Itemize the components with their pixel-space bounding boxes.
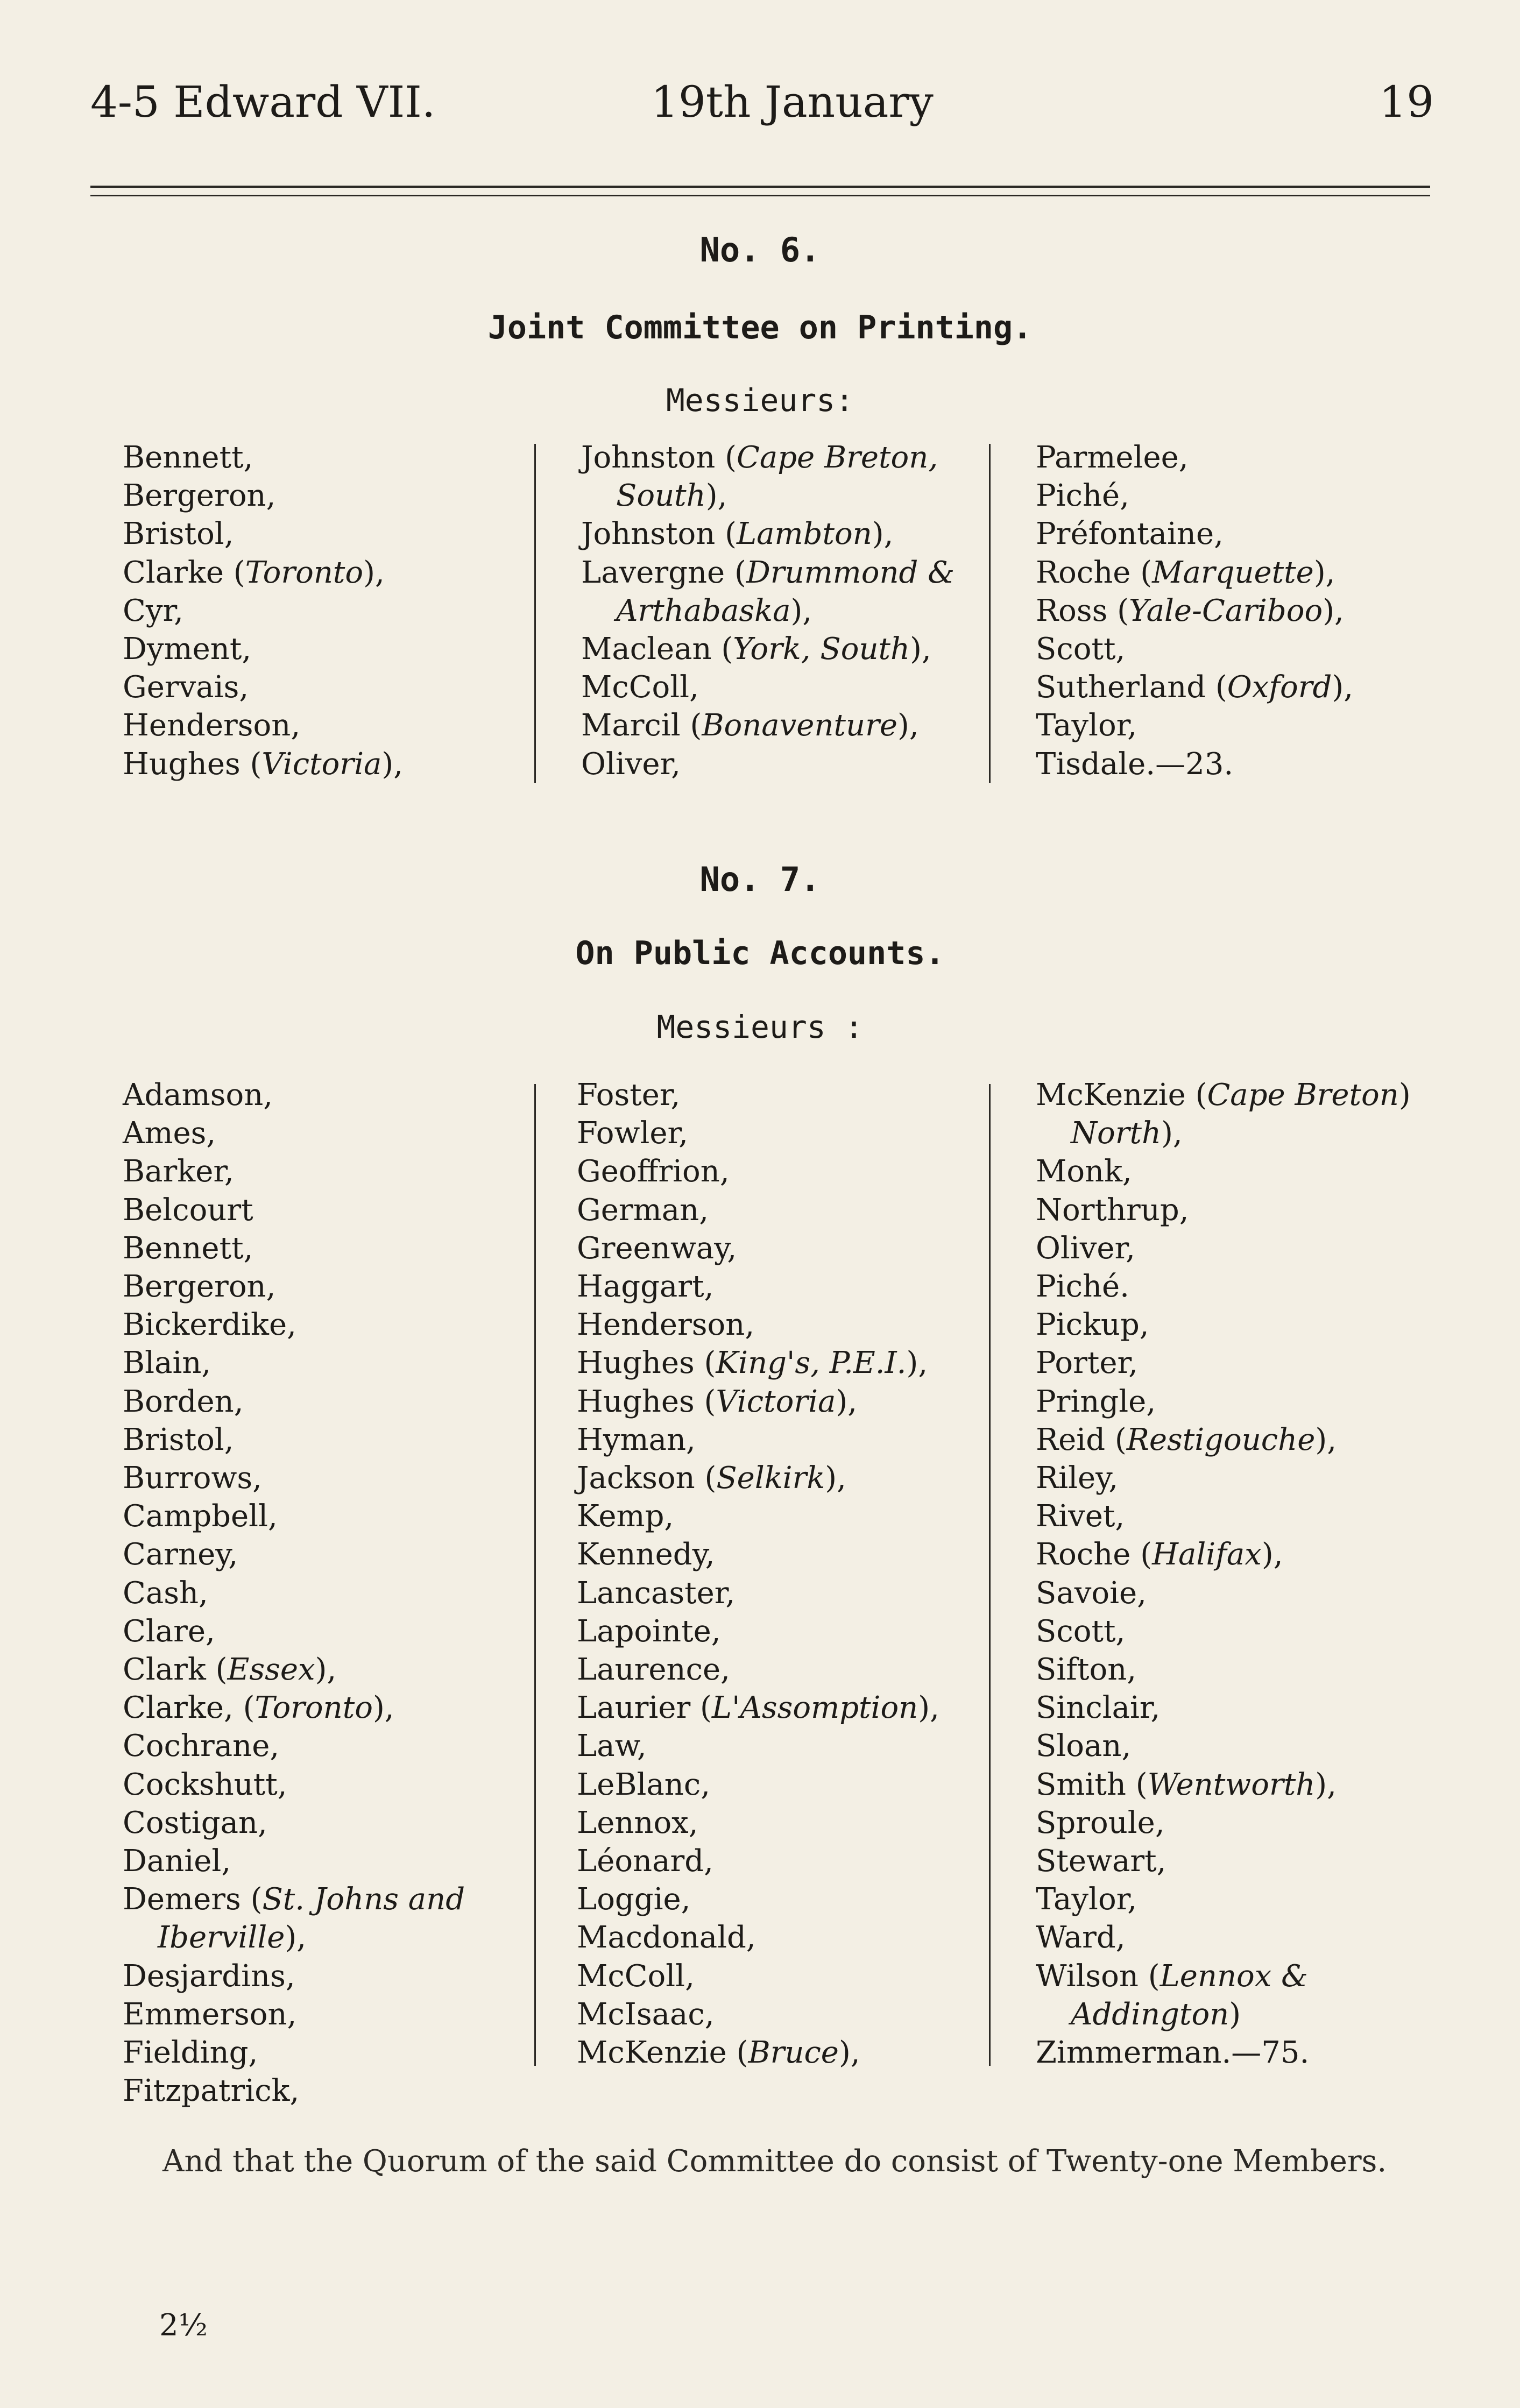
member-entry [1036, 1344, 1411, 1382]
member-name: Northrup, [1036, 1192, 1189, 1228]
member-entry [123, 1306, 465, 1344]
member-entry [577, 1497, 939, 1535]
member-entry [581, 592, 955, 630]
member-entry [1036, 438, 1353, 477]
punctuation: ), [836, 1384, 858, 1419]
member-name: Sutherland ( [1036, 670, 1227, 705]
member-entry [1036, 1421, 1411, 1459]
member-name: Carney, [123, 1537, 238, 1573]
member-name: Cyr, [123, 593, 183, 628]
constituency-name: Restigouche [1126, 1422, 1316, 1457]
constituency-name: Marquette [1152, 555, 1314, 590]
punctuation: ), [906, 1345, 928, 1381]
punctuation: ), [381, 746, 404, 782]
member-name: Bickerdike, [123, 1307, 296, 1343]
member-entry [1036, 1114, 1411, 1152]
member-name: Piché, [1036, 478, 1129, 514]
member-name: Pickup, [1036, 1307, 1149, 1343]
member-entry [1036, 630, 1353, 668]
section-7-number: No. 7. [699, 860, 821, 899]
section-6-column-3 [1036, 438, 1353, 783]
member-name: Hughes ( [577, 1345, 716, 1381]
member-name: Jackson ( [577, 1461, 717, 1496]
member-name: Campbell, [123, 1499, 278, 1534]
member-entry [577, 1766, 939, 1804]
constituency-name: St. Johns and [262, 1882, 465, 1917]
member-name: Bergeron, [123, 478, 276, 514]
member-entry [123, 515, 403, 553]
member-name: Dyment, [123, 632, 252, 667]
member-entry [123, 1804, 465, 1842]
member-entry [123, 1267, 465, 1306]
member-entry [1036, 1497, 1411, 1535]
member-name: Bennett, [123, 1230, 253, 1266]
member-name: Hughes ( [577, 1384, 716, 1419]
member-name: Laurence, [577, 1652, 730, 1688]
member-entry [581, 477, 955, 515]
member-name: Barker, [123, 1154, 234, 1189]
member-name: Taylor, [1036, 1882, 1137, 1917]
member-entry [1036, 1727, 1411, 1765]
member-name: Wilson ( [1036, 1958, 1160, 1994]
member-name: Cash, [123, 1575, 208, 1611]
member-entry [1036, 1229, 1411, 1267]
section-6-column-1 [123, 438, 403, 783]
member-entry [123, 1651, 465, 1689]
punctuation: ), [838, 2035, 860, 2071]
punctuation: ), [897, 708, 919, 743]
member-name: Hyman, [577, 1422, 696, 1457]
member-name: Oliver, [581, 746, 681, 782]
member-name: Marcil ( [581, 708, 702, 743]
member-name: Fowler, [577, 1116, 688, 1151]
member-entry [1036, 668, 1353, 706]
member-entry [577, 1651, 939, 1689]
member-entry [123, 1421, 465, 1459]
member-entry [123, 668, 403, 706]
member-name: Kemp, [577, 1499, 674, 1534]
punctuation: ), [790, 593, 812, 628]
member-entry [1036, 1995, 1411, 2034]
member-name: Lavergne ( [581, 555, 746, 590]
member-entry [123, 1880, 465, 1918]
member-name: Sproule, [1036, 1805, 1165, 1840]
member-entry [1036, 592, 1353, 630]
constituency-name: L'Assomption [711, 1690, 918, 1726]
constituency-name: Cape Breton [1207, 1078, 1399, 1113]
member-entry [1036, 1152, 1411, 1191]
member-name: Tisdale.—23. [1036, 746, 1234, 782]
punctuation: ), [1323, 593, 1344, 628]
member-entry [123, 1191, 465, 1229]
member-name: Léonard, [577, 1844, 713, 1879]
member-entry [1036, 1267, 1411, 1306]
section-6-subtitle: Messieurs: [666, 382, 854, 419]
member-name: Pringle, [1036, 1384, 1156, 1419]
member-entry [1036, 1076, 1411, 1114]
member-name: Fielding, [123, 2035, 258, 2071]
member-entry [123, 630, 403, 668]
member-name: Demers ( [123, 1882, 263, 1917]
member-entry [123, 1076, 465, 1114]
member-name: Clare, [123, 1613, 215, 1649]
constituency-name: Bruce [748, 2035, 839, 2071]
constituency-name: Toronto [245, 555, 364, 590]
member-entry [1036, 2034, 1411, 2072]
header-rule-bottom [90, 195, 1430, 196]
member-entry [1036, 477, 1353, 515]
member-entry [577, 1574, 939, 1612]
member-name: Henderson, [123, 708, 301, 743]
member-name: Smith ( [1036, 1767, 1148, 1802]
member-name: McKenzie ( [577, 2035, 748, 2071]
constituency-name: Lennox & [1160, 1958, 1308, 1994]
member-entry [1036, 1766, 1411, 1804]
member-entry [577, 1842, 939, 1880]
member-entry [577, 1421, 939, 1459]
member-entry [577, 1306, 939, 1344]
member-entry [123, 1114, 465, 1152]
punctuation: ), [315, 1652, 337, 1688]
member-name: Cockshutt, [123, 1767, 287, 1802]
section-7-column-2 [577, 1076, 939, 2072]
member-name: Rivet, [1036, 1499, 1125, 1534]
section-6-column-2 [581, 438, 955, 783]
constituency-name: Arthabaska [616, 593, 791, 628]
member-name: Bristol, [123, 516, 234, 552]
member-entry [581, 706, 955, 745]
member-entry [123, 1383, 465, 1421]
member-entry [1036, 1383, 1411, 1421]
member-name: Daniel, [123, 1844, 231, 1879]
punctuation: ), [372, 1690, 394, 1726]
member-name: Maclean ( [581, 632, 733, 667]
member-entry [577, 2034, 939, 2072]
punctuation: ), [1313, 555, 1335, 590]
quorum-statement: And that the Quorum of the said Committee do consist of Twenty-one Members. [162, 2144, 1387, 2179]
member-entry [123, 1995, 465, 2034]
member-name: Hughes ( [123, 746, 262, 782]
member-entry [123, 592, 403, 630]
member-entry [577, 1191, 939, 1229]
member-entry [577, 1995, 939, 2034]
member-name: Ames, [123, 1116, 216, 1151]
member-entry [123, 1574, 465, 1612]
member-name: Burrows, [123, 1461, 262, 1496]
column-divider [534, 444, 536, 783]
member-name: McKenzie ( [1036, 1078, 1207, 1113]
member-name: Riley, [1036, 1461, 1119, 1496]
member-name: Taylor, [1036, 708, 1137, 743]
signature-mark: 2½ [159, 2308, 208, 2343]
constituency-name: North [1071, 1116, 1162, 1151]
member-entry [123, 2034, 465, 2072]
running-header-session: 4-5 Edward VII. [90, 77, 436, 127]
member-entry [577, 1957, 939, 1995]
member-name: Cochrane, [123, 1729, 280, 1764]
punctuation: ), [1315, 1767, 1337, 1802]
member-name: Scott, [1036, 632, 1126, 667]
member-entry [123, 2072, 465, 2110]
member-entry [123, 1689, 465, 1727]
member-name: Borden, [123, 1384, 244, 1419]
member-name: Monk, [1036, 1154, 1132, 1189]
member-name: Sifton, [1036, 1652, 1137, 1688]
member-entry [1036, 1535, 1411, 1574]
member-entry [1036, 1957, 1411, 1995]
member-name: Stewart, [1036, 1844, 1166, 1879]
member-name: Clarke ( [123, 555, 245, 590]
member-name: Kennedy, [577, 1537, 715, 1573]
member-name: Loggie, [577, 1882, 691, 1917]
member-entry [577, 1383, 939, 1421]
member-entry [123, 1957, 465, 1995]
punctuation: ), [825, 1461, 846, 1496]
constituency-name: Victoria [261, 746, 382, 782]
member-name: Bergeron, [123, 1269, 276, 1305]
member-name: Blain, [123, 1345, 211, 1381]
member-name: Ross ( [1036, 593, 1129, 628]
member-entry [577, 1114, 939, 1152]
member-name: Roche ( [1036, 1537, 1153, 1573]
column-divider [989, 444, 991, 783]
member-name: Lancaster, [577, 1575, 736, 1611]
member-name: Gervais, [123, 670, 249, 705]
member-entry [577, 1459, 939, 1497]
member-name: Laurier ( [577, 1690, 712, 1726]
member-name: Geoffrion, [577, 1154, 730, 1189]
punctuation: ), [1161, 1116, 1183, 1151]
member-entry [123, 1842, 465, 1880]
member-entry [123, 477, 403, 515]
member-name: Bristol, [123, 1422, 234, 1457]
member-entry [577, 1229, 939, 1267]
member-entry [1036, 1689, 1411, 1727]
member-entry [123, 706, 403, 745]
member-name: Lapointe, [577, 1613, 721, 1649]
member-name: Johnston ( [581, 440, 737, 475]
member-entry [123, 1727, 465, 1765]
member-entry [1036, 706, 1353, 745]
member-entry [577, 1727, 939, 1765]
punctuation: ), [1332, 670, 1353, 705]
member-name: Bennett, [123, 440, 253, 475]
member-entry [1036, 1804, 1411, 1842]
section-7-column-3 [1036, 1076, 1411, 2072]
member-entry [1036, 1880, 1411, 1918]
page-number: 19 [1379, 77, 1434, 127]
punctuation: ), [705, 478, 727, 514]
constituency-name: Halifax [1152, 1537, 1262, 1573]
member-entry [577, 1689, 939, 1727]
member-name: Desjardins, [123, 1958, 295, 1994]
member-entry [1036, 515, 1353, 553]
member-entry [123, 1229, 465, 1267]
member-name: Roche ( [1036, 555, 1153, 590]
punctuation: ) [1229, 1996, 1241, 2032]
member-name: Macdonald, [577, 1920, 756, 1956]
punctuation: ), [910, 632, 931, 667]
member-name: Piché. [1036, 1269, 1129, 1305]
member-name: Emmerson, [123, 1996, 297, 2032]
constituency-name: York, South [733, 632, 910, 667]
member-name: Sinclair, [1036, 1690, 1161, 1726]
punctuation: ), [872, 516, 894, 552]
constituency-name: Wentworth [1147, 1767, 1316, 1802]
member-entry [581, 668, 955, 706]
member-name: McColl, [577, 1958, 695, 1994]
member-entry [1036, 1918, 1411, 1957]
member-name: Belcourt [123, 1192, 253, 1228]
constituency-name: Toronto [254, 1690, 373, 1726]
member-entry [123, 1612, 465, 1651]
member-entry [577, 1918, 939, 1957]
member-entry [1036, 1459, 1411, 1497]
constituency-name: Oxford [1227, 670, 1332, 705]
section-6-number: No. 6. [699, 230, 821, 270]
member-entry [581, 438, 955, 477]
member-name: LeBlanc, [577, 1767, 711, 1802]
member-entry [577, 1535, 939, 1574]
section-6-title: Joint Committee on Printing. [487, 309, 1033, 346]
member-name: Ward, [1036, 1920, 1126, 1956]
punctuation: ) [1398, 1078, 1411, 1113]
member-name: Greenway, [577, 1230, 737, 1266]
member-name: Clark ( [123, 1652, 228, 1688]
constituency-name: Cape Breton, [736, 440, 938, 475]
member-entry [123, 554, 403, 592]
member-entry [581, 745, 955, 783]
constituency-name: Drummond & [746, 555, 955, 590]
member-entry [1036, 1842, 1411, 1880]
constituency-name: Bonaventure [702, 708, 897, 743]
member-entry [1036, 554, 1353, 592]
member-entry [123, 1766, 465, 1804]
member-name: Adamson, [123, 1078, 273, 1113]
member-entry [577, 1880, 939, 1918]
section-7-title: On Public Accounts. [575, 934, 945, 972]
member-name: McColl, [581, 670, 699, 705]
member-entry [1036, 1574, 1411, 1612]
member-name: Haggart, [577, 1269, 714, 1305]
running-header-date: 19th January [651, 77, 934, 127]
member-entry [577, 1612, 939, 1651]
member-name: Sloan, [1036, 1729, 1132, 1764]
section-7-subtitle: Messieurs : [656, 1009, 864, 1045]
constituency-name: King's, P.E.I. [716, 1345, 907, 1381]
member-entry [581, 515, 955, 553]
constituency-name: Iberville [158, 1920, 285, 1956]
constituency-name: Addington [1071, 1996, 1229, 2032]
member-entry [577, 1152, 939, 1191]
member-entry [123, 1459, 465, 1497]
member-entry [123, 1152, 465, 1191]
member-entry [577, 1804, 939, 1842]
member-entry [123, 1497, 465, 1535]
member-entry [123, 745, 403, 783]
member-name: Préfontaine, [1036, 516, 1224, 552]
section-7-column-1 [123, 1076, 465, 2110]
member-name: Henderson, [577, 1307, 755, 1343]
member-entry [581, 630, 955, 668]
member-name: Oliver, [1036, 1230, 1135, 1266]
member-entry [123, 1535, 465, 1574]
member-name: Scott, [1036, 1613, 1126, 1649]
member-name: Reid ( [1036, 1422, 1127, 1457]
member-entry [577, 1076, 939, 1114]
member-entry [577, 1267, 939, 1306]
punctuation: ), [363, 555, 385, 590]
constituency-name: Lambton [736, 516, 872, 552]
member-name: Clarke, ( [123, 1690, 255, 1726]
punctuation: ), [1315, 1422, 1337, 1457]
member-entry [123, 1918, 465, 1957]
member-entry [581, 554, 955, 592]
member-name: Zimmerman.—75. [1036, 2035, 1310, 2071]
constituency-name: South [616, 478, 706, 514]
member-name: Porter, [1036, 1345, 1138, 1381]
member-entry [1036, 1612, 1411, 1651]
constituency-name: Victoria [716, 1384, 836, 1419]
header-rule-top [90, 186, 1430, 188]
column-divider [989, 1084, 991, 2066]
member-name: Law, [577, 1729, 647, 1764]
member-name: Foster, [577, 1078, 681, 1113]
member-entry [1036, 1651, 1411, 1689]
punctuation: ), [918, 1690, 939, 1726]
member-entry [1036, 1191, 1411, 1229]
member-name: Costigan, [123, 1805, 267, 1840]
member-entry [123, 1344, 465, 1382]
member-name: McIsaac, [577, 1996, 715, 2032]
member-name: Parmelee, [1036, 440, 1189, 475]
member-name: Savoie, [1036, 1575, 1147, 1611]
member-entry [577, 1344, 939, 1382]
member-entry [1036, 745, 1353, 783]
constituency-name: Yale-Cariboo [1129, 593, 1323, 628]
constituency-name: Essex [227, 1652, 315, 1688]
member-entry [1036, 1306, 1411, 1344]
member-name: Lennox, [577, 1805, 698, 1840]
punctuation: ), [285, 1920, 307, 1956]
column-divider [534, 1084, 536, 2066]
constituency-name: Selkirk [716, 1461, 825, 1496]
member-name: German, [577, 1192, 709, 1228]
member-name: Johnston ( [581, 516, 737, 552]
member-entry [123, 438, 403, 477]
member-name: Fitzpatrick, [123, 2073, 300, 2109]
punctuation: ), [1261, 1537, 1283, 1573]
